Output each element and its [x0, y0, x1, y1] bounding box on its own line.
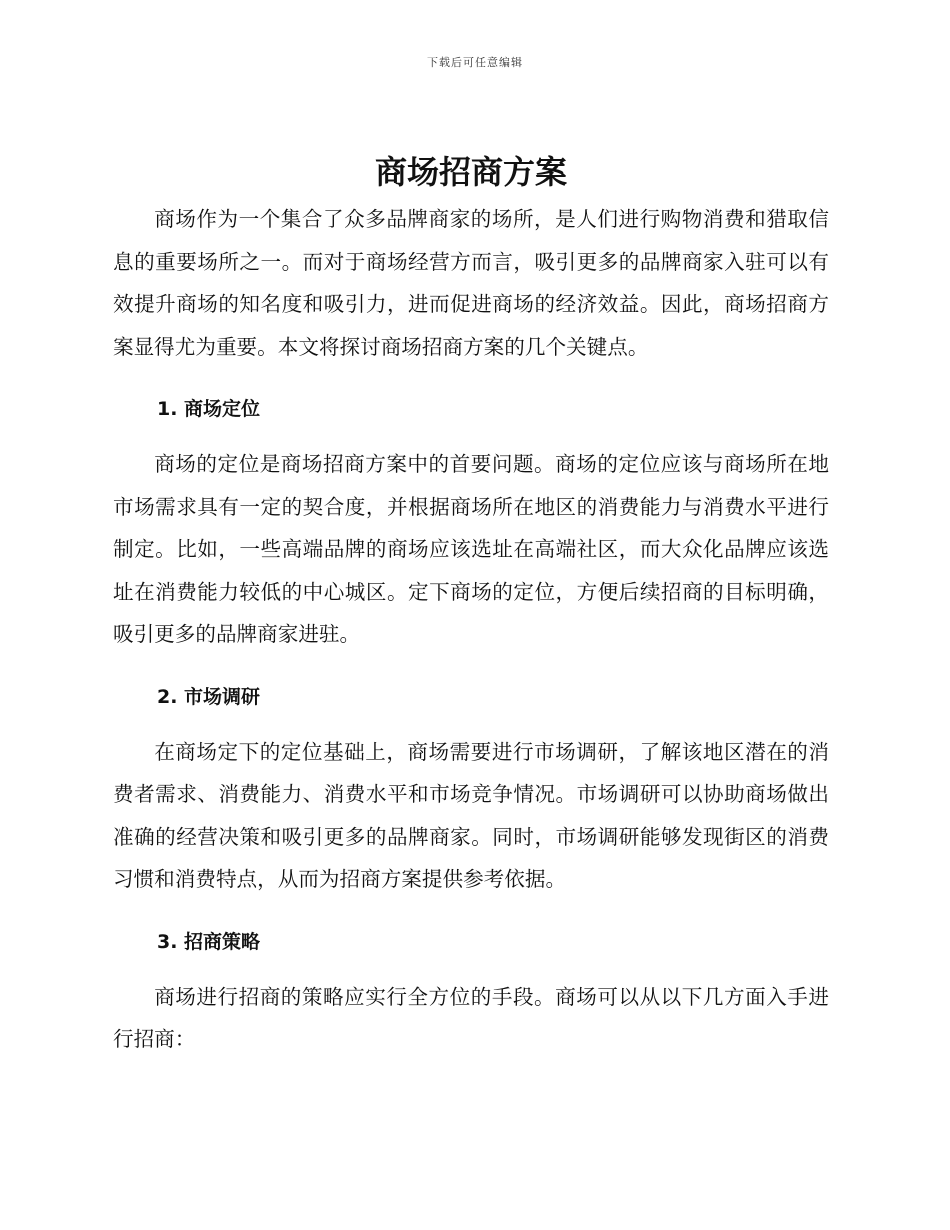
- intro-paragraph: 商场作为一个集合了众多品牌商家的场所，是人们进行购物消费和猎取信息的重要场所之一。而对于商场经营方而言，吸引更多的品牌商家入驻可以有效提升商场的知名度和吸引力，进而促进商场的经济效益。因此，商场招商方案显得尤为重要。本文将探讨商场招商方案的几个关键点。: [113, 207, 829, 359]
- section-body-strategy: 商场进行招商的策略应实行全方位的手段。商场可以从以下几方面入手进行招商：: [113, 984, 829, 1051]
- section-heading-positioning: 1. 商场定位: [157, 398, 261, 420]
- section-heading-strategy: 3. 招商策略: [157, 930, 261, 953]
- section-heading-market-research: 2. 市场调研: [157, 685, 261, 708]
- document-content: [113, 150, 829, 1061]
- section-body-positioning: 商场的定位是商场招商方案中的首要问题。商场的定位应该与商场所在地市场需求具有一定的契合度，并根据商场所在地区的消费能力与消费水平进行制定。比如，一些高端品牌的商场应该选址在高端社区，而大众化品牌应该选址在消费能力较低的中心城区。定下商场的定位，方便后续招商的目标明确，吸引更多的品牌商家进驻。: [113, 452, 829, 646]
- page-header: 下载后可任意编辑: [427, 56, 523, 69]
- section-body-market-research: 在商场定下的定位基础上，商场需要进行市场调研，了解该地区潜在的消费者需求、消费能力、消费水平和市场竞争情况。市场调研可以协助商场做出准确的经营决策和吸引更多的品牌商家。同时，市场调研能够发现街区的消费习惯和消费特点，从而为招商方案提供参考依据。: [113, 739, 829, 891]
- document-title: 商场招商方案: [374, 153, 567, 191]
